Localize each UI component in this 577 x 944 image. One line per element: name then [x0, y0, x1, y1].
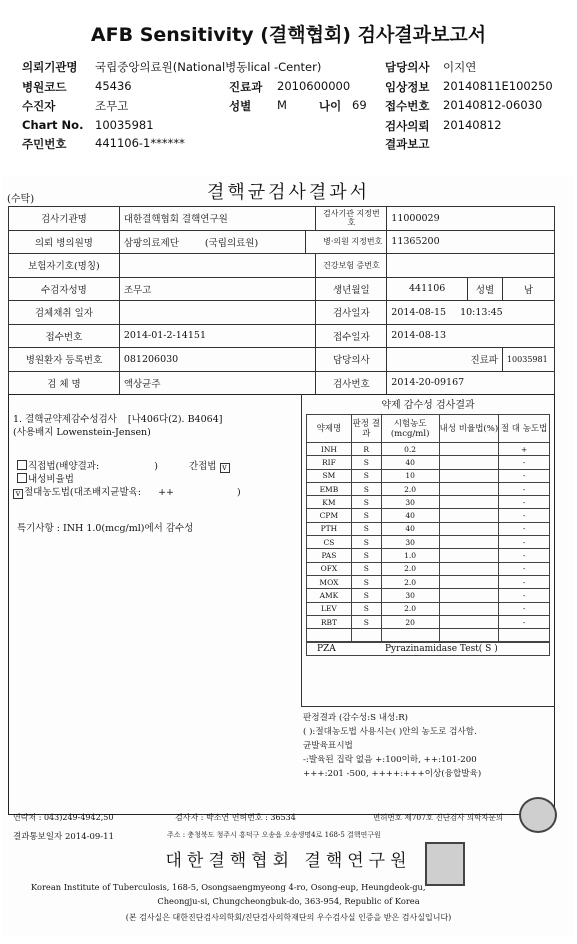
drug-header-row: [307, 415, 550, 443]
drug-empty-cell: [351, 629, 381, 642]
drug-empty-cell: [381, 629, 439, 642]
legend-line: 균발육표시법: [303, 741, 353, 751]
drug-ratio: [439, 456, 499, 469]
reg-value: 081206030: [119, 348, 316, 372]
test-date-value: 2014-08-15: [391, 306, 447, 318]
drug-result: S: [351, 469, 381, 482]
header-row-5: [0, 136, 577, 154]
drug-absolute: -: [499, 615, 550, 628]
doctor-label-scan: 담당의사: [316, 348, 387, 372]
drug-row: [307, 615, 550, 628]
chart-no-label: Chart No.: [22, 118, 84, 132]
inst-designated-value: 11000029: [387, 207, 555, 231]
pza-row: [306, 642, 550, 656]
drug-row: [307, 522, 550, 535]
subject-label: 수진자: [22, 99, 56, 113]
receipt-no-label-scan: 접수번호: [9, 324, 120, 348]
drug-header: 시험농도 (mcg/ml): [381, 415, 439, 443]
info-row: [9, 230, 555, 254]
specimen-value: 액상균주: [119, 371, 316, 395]
ref-hosp-label: 의뢰 병의원명: [9, 230, 120, 254]
drug-absolute: -: [499, 602, 550, 615]
info-row: [9, 301, 555, 325]
footer-address: 주소 : 충청북도 청주시 흥덕구 오송읍 오송생명4로 168-5 결핵연구원: [167, 831, 381, 839]
drug-result: S: [351, 602, 381, 615]
absolute-method: [13, 484, 241, 499]
ssn-label: 주민번호: [22, 137, 67, 151]
drug-empty-cell: [307, 629, 352, 642]
info-row: [9, 254, 555, 278]
ratio-method: [17, 471, 74, 485]
ssn-value: 441106-1******: [95, 136, 185, 150]
drug-name: PTH: [307, 522, 352, 535]
ref-hosp-value: [119, 230, 305, 254]
req-institution-value: 국립중앙의료원(National병동lical -Center): [95, 60, 322, 74]
legend-line: -:발육된 집락 없음 +:100이하, ++:101-200: [303, 755, 477, 765]
subject-label-scan: 수검자성명: [9, 277, 120, 301]
drug-name: KM: [307, 496, 352, 509]
footer-org-kr: 대한결핵협회 결핵연구원: [165, 851, 412, 871]
ratio-checkbox: [17, 473, 27, 483]
drug-result: S: [351, 456, 381, 469]
drug-concentration: 10: [381, 469, 439, 482]
health-label: 건강보험 증번호: [316, 254, 387, 278]
dept-label-scan: 진료파: [387, 348, 503, 372]
drug-concentration: 40: [381, 522, 439, 535]
drug-row: [307, 536, 550, 549]
test-time-value: 10:13:45: [460, 306, 503, 318]
drug-row: [307, 602, 550, 615]
drug-result: S: [351, 589, 381, 602]
info-row: [9, 207, 555, 231]
drug-absolute: -: [499, 575, 550, 588]
footer-license: 면허번호 제707호 진단검사 의학자문의: [373, 813, 504, 822]
result-divider-horizontal: [301, 706, 555, 707]
drug-row: [307, 509, 550, 522]
drug-concentration: 20: [381, 615, 439, 628]
drug-result: S: [351, 536, 381, 549]
drug-ratio: [439, 522, 499, 535]
info-row: [9, 371, 555, 395]
drug-row: [307, 562, 550, 575]
special-note: 특기사항 : INH 1.0(mcg/ml)에서 감수성: [17, 523, 194, 534]
drug-header: 판정 결과: [351, 415, 381, 443]
drug-absolute: -: [499, 496, 550, 509]
footer-cert-note: (본 검사실은 대한진단검사의학회/진단검사의학재단의 우수검사실 인증을 받은 검사실입니다): [125, 913, 452, 922]
reg-label: 병원환자 등록번호: [9, 348, 120, 372]
info-row: [9, 324, 555, 348]
receipt-no-value-scan: 2014-01-2-14151: [119, 324, 316, 348]
method-line-1: [13, 411, 222, 425]
dept-value-scan: 10035981: [502, 348, 554, 372]
test-no-label: 검사번호: [316, 371, 387, 395]
subject-value: 조무고: [95, 99, 129, 113]
inst-value: 대한결핵협회 결핵연구원: [119, 207, 316, 231]
ratio-label: 내성비율법: [28, 474, 74, 485]
indirect-checkbox: v: [220, 463, 230, 473]
pza-label: PZA: [317, 644, 336, 654]
sex-label-scan: 성별: [468, 277, 503, 301]
legend-line: 판정결과 (감수성:S 내성:R): [303, 713, 409, 723]
collect-label: 검체채취 일자: [9, 301, 120, 325]
header-row-3: [0, 98, 577, 116]
drug-absolute: +: [499, 443, 550, 456]
drug-absolute: -: [499, 562, 550, 575]
drug-absolute: -: [499, 589, 550, 602]
drug-concentration: 0.2: [381, 443, 439, 456]
drug-name: AMK: [307, 589, 352, 602]
method-medium: (사용배지 Lowenstein-Jensen): [13, 427, 151, 438]
drug-result: S: [351, 549, 381, 562]
drug-result: S: [351, 575, 381, 588]
legend-line: +++:201 -500, ++++:+++이상(융합발육): [303, 769, 482, 779]
test-date-label: 검사일자: [316, 301, 387, 325]
direct-checkbox: [17, 460, 27, 470]
insurance-label: 보험자기호(명칭): [9, 254, 120, 278]
receipt-date-label: 접수일자: [316, 324, 387, 348]
test-no-value: 2014-20-09167: [387, 371, 555, 395]
ref-hosp-name-2: (국립의료원): [204, 237, 259, 249]
ref-designated-value: 11365200: [387, 230, 555, 254]
indirect-label: 간접법: [188, 461, 217, 472]
drug-ratio: [439, 496, 499, 509]
absolute-checkbox: v: [13, 489, 23, 499]
direct-label: 직접법(배양결과:: [28, 461, 100, 472]
drug-result: S: [351, 615, 381, 628]
drug-result: S: [351, 496, 381, 509]
drug-absolute: -: [499, 536, 550, 549]
drug-name: CPM: [307, 509, 352, 522]
header-row-4: [0, 118, 577, 136]
legend-line: ( ):절대농도법 사용시는( )안의 농도로 검사함.: [303, 727, 477, 737]
sex-label: 성별: [229, 99, 252, 113]
info-row: [9, 277, 555, 301]
scan-sub-label: (수탁): [7, 194, 35, 205]
drug-table: [306, 414, 550, 642]
dept-label: 진료과: [229, 80, 263, 94]
drug-ratio: [439, 482, 499, 495]
drug-absolute: -: [499, 469, 550, 482]
receipt-no-label: 접수번호: [385, 99, 430, 113]
sex-value-scan: 남: [502, 277, 554, 301]
header-row-2: [0, 79, 577, 97]
drug-row: [307, 456, 550, 469]
drug-ratio: [439, 602, 499, 615]
dept-value: 2010600000: [277, 79, 351, 93]
insurance-value: [119, 254, 316, 278]
ref-hosp-name: 삼팡의료제단: [123, 237, 179, 249]
drug-ratio: [439, 443, 499, 456]
dob-value: 441106: [387, 277, 468, 301]
info-table: [8, 206, 555, 395]
test-request-value: 20140812: [443, 118, 502, 132]
subject-value-scan: 조무고: [119, 277, 316, 301]
doctor-label: 담당의사: [385, 60, 430, 74]
direct-paren: ): [154, 461, 158, 472]
drug-concentration: 30: [381, 536, 439, 549]
specimen-label: 검 체 명: [9, 371, 120, 395]
drug-row: [307, 589, 550, 602]
result-divider-vertical: [301, 394, 302, 706]
drug-row: [307, 549, 550, 562]
test-request-label: 검사의뢰: [385, 119, 430, 133]
test-date-cell: [387, 301, 555, 325]
drug-name: SM: [307, 469, 352, 482]
chart-no-value: 10035981: [95, 118, 154, 132]
drug-name: EMB: [307, 482, 352, 495]
footer-org-en-1: Korean Institute of Tuberculosis, 168-5, Osongsaengmyeong 4-ro, Osong-eup, Heungdeok-gu,: [31, 882, 426, 892]
ref-designated-label: 병·의원 지정번호: [305, 230, 387, 254]
drug-concentration: 1.0: [381, 549, 439, 562]
drug-concentration: 2.0: [381, 575, 439, 588]
drug-name: MOX: [307, 575, 352, 588]
receipt-no-value: 20140812-06030: [443, 98, 543, 112]
drug-row: [307, 443, 550, 456]
dob-label: 생년월일: [316, 277, 387, 301]
drug-row: [307, 575, 550, 588]
drug-result: S: [351, 562, 381, 575]
clinical-info-label: 임상정보: [385, 80, 430, 94]
drug-result: S: [351, 522, 381, 535]
drug-panel-title: 약제 감수성 검사결과: [381, 400, 475, 411]
collect-value: [119, 301, 316, 325]
absolute-label: 절대농도법(대조배지균발육:: [24, 487, 142, 498]
hospital-code-label: 병원코드: [22, 80, 67, 94]
drug-empty-cell: [439, 629, 499, 642]
drug-absolute: -: [499, 549, 550, 562]
drug-ratio: [439, 575, 499, 588]
header-row-1: [0, 59, 577, 77]
drug-concentration: 2.0: [381, 562, 439, 575]
drug-ratio: [439, 536, 499, 549]
drug-concentration: 30: [381, 496, 439, 509]
inst-label: 검사기관명: [9, 207, 120, 231]
inst-designated-label: 검사기관 지정번호: [316, 207, 387, 231]
drug-header: 내성 비율법(%): [439, 415, 499, 443]
age-label: 나이: [319, 99, 342, 113]
req-institution-label: 의뢰기관명: [22, 60, 78, 74]
drug-name: PAS: [307, 549, 352, 562]
drug-result: S: [351, 509, 381, 522]
drug-name: RBT: [307, 615, 352, 628]
drug-name: RIF: [307, 456, 352, 469]
result-report-label: 결과보고: [385, 137, 430, 151]
drug-ratio: [439, 469, 499, 482]
clinical-info-value: 20140811E100250: [443, 79, 553, 93]
footer-tester: 검사자 : 박소연 면허번호 : 36534: [175, 813, 296, 822]
drug-concentration: 40: [381, 456, 439, 469]
drug-row: [307, 482, 550, 495]
footer-org-en-2: Cheongju-si, Chungcheongbuk-do, 363-954, Republic of Korea: [157, 896, 420, 906]
method-code: [나406다(2). B4064]: [127, 414, 223, 425]
certification-seal: [519, 797, 557, 833]
absolute-paren: ): [237, 487, 241, 498]
receipt-date-value: 2014-08-13: [387, 324, 555, 348]
drug-header: 절 대 농도법: [499, 415, 550, 443]
drug-row: [307, 469, 550, 482]
drug-ratio: [439, 549, 499, 562]
drug-ratio: [439, 589, 499, 602]
drug-header: 약제명: [307, 415, 352, 443]
official-seal: [425, 842, 465, 886]
drug-absolute: -: [499, 456, 550, 469]
footer-report-date: 결과통보일자 2014-09-11: [13, 832, 114, 842]
footer-contact: 연락처 : 043)249-4942,50: [13, 813, 114, 822]
absolute-growth: ++: [158, 487, 174, 498]
scan-title: 결핵균검사결과서: [206, 182, 371, 203]
drug-absolute: -: [499, 522, 550, 535]
drug-name: CS: [307, 536, 352, 549]
drug-absolute: -: [499, 482, 550, 495]
drug-ratio: [439, 615, 499, 628]
drug-name: INH: [307, 443, 352, 456]
hospital-code-value: 45436: [95, 79, 132, 93]
drug-ratio: [439, 509, 499, 522]
drug-ratio: [439, 562, 499, 575]
report-title: AFB Sensitivity (결핵협회) 검사결과보고서: [90, 24, 487, 46]
sex-value: M: [277, 98, 287, 112]
health-value: [387, 254, 555, 278]
doctor-value: 이지연: [443, 60, 477, 74]
drug-absolute: -: [499, 509, 550, 522]
drug-result: S: [351, 482, 381, 495]
drug-result: R: [351, 443, 381, 456]
info-row: [9, 348, 555, 372]
drug-table-body: [307, 443, 550, 642]
drug-name: LEV: [307, 602, 352, 615]
drug-concentration: 40: [381, 509, 439, 522]
drug-row-empty: [307, 629, 550, 642]
drug-concentration: 30: [381, 589, 439, 602]
drug-name: OFX: [307, 562, 352, 575]
age-value: 69: [352, 98, 367, 112]
drug-empty-cell: [499, 629, 550, 642]
drug-row: [307, 496, 550, 509]
drug-concentration: 2.0: [381, 482, 439, 495]
drug-concentration: 2.0: [381, 602, 439, 615]
method-title: 1. 결핵균약제감수성검사: [13, 414, 117, 425]
pza-value: Pyrazinamidase Test( S ): [385, 644, 498, 654]
